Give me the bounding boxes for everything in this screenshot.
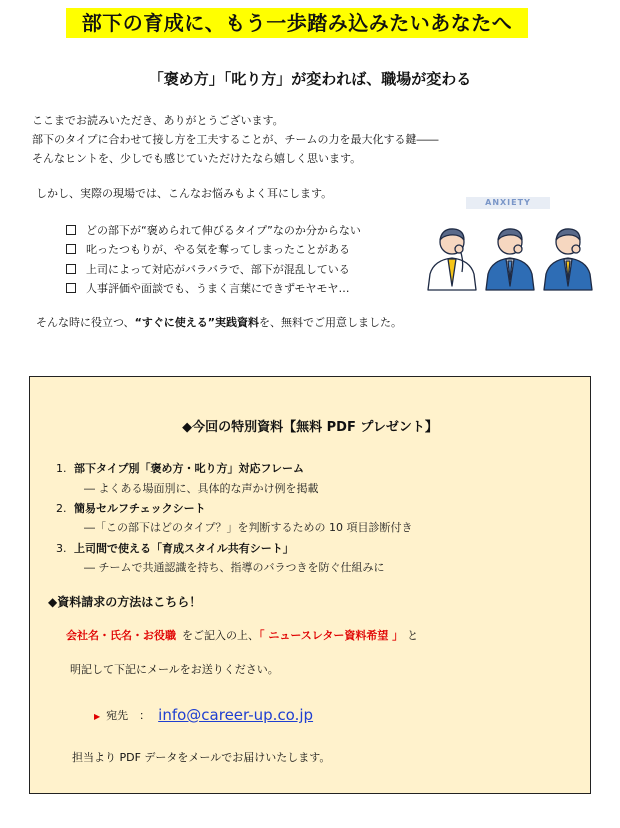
checkbox-icon xyxy=(66,283,76,293)
offer-emphasis: “すぐに使える”実践資料 xyxy=(134,316,260,329)
worry-text: 叱ったつもりが、やる気を奪ってしまったことがある xyxy=(86,243,350,256)
worry-text: どの部下が“褒められて伸びるタイプ”なのか分からない xyxy=(86,224,361,237)
offer-line xyxy=(36,313,402,332)
item-number: 1. xyxy=(56,462,67,475)
triangle-bullet-icon: ▶ xyxy=(94,712,101,721)
worried-businessmen-illustration xyxy=(426,212,598,292)
worry-text: 上司によって対応がバラバラで、部下が混乱している xyxy=(86,263,350,276)
item-description: ― チームで共通認識を持ち、指導のバラつきを防ぐ仕組みに xyxy=(84,561,385,574)
worry-item xyxy=(66,222,361,238)
list-item xyxy=(56,540,294,556)
businessman-figure xyxy=(486,229,534,290)
panel-title: ◆今回の特別資料【無料 PDF プレゼント】 xyxy=(182,420,438,435)
page-headline: 部下の育成に、もう一歩踏み込みたいあなたへ xyxy=(66,8,528,38)
item-title: 簡易セルフチェックシート xyxy=(74,502,206,515)
anxiety-label: ANXIETY xyxy=(466,197,550,209)
required-fields: 会社名・氏名・お役職 xyxy=(66,629,176,642)
item-title: 部下タイプ別「褒め方・叱り方」対応フレーム xyxy=(74,462,305,475)
request-instruction xyxy=(66,627,418,643)
subheadline: 「褒め方」「叱り方」が変われば、職場が変わる xyxy=(148,70,472,88)
request-instruction-2: 明記して下記にメールをお送りください。 xyxy=(70,663,279,676)
intro-line: ここまでお読みいただき、ありがとうございます。 xyxy=(32,114,284,127)
email-subject: 「 ニュースレター資料希望 」 xyxy=(259,629,404,642)
item-number: 3. xyxy=(56,542,67,555)
item-description: ―「この部下はどのタイプ？」を判断するための 10 項目診断付き xyxy=(84,521,413,534)
closing-text: 担当より PDF データをメールでお届けいたします。 xyxy=(72,751,331,764)
destination-label: 宛先 ： xyxy=(106,709,151,722)
worry-item xyxy=(66,261,350,277)
intro-line: そんなヒントを、少しでも感じていただけたなら嬉しく思います。 xyxy=(32,152,362,165)
offer-before: そんな時に役立つ、 xyxy=(36,316,135,329)
checkbox-icon xyxy=(66,264,76,274)
email-link[interactable]: info@career-up.co.jp xyxy=(158,706,314,724)
businessman-figure xyxy=(544,229,592,290)
worry-text: 人事評価や面談でも、うまく言葉にできずモヤモヤ… xyxy=(86,282,350,295)
request-middle: をご記入の上、 xyxy=(182,629,259,642)
checkbox-icon xyxy=(66,225,76,235)
worries-lead: しかし、実際の現場では、こんなお悩みもよく耳にします。 xyxy=(36,187,333,200)
list-item xyxy=(56,460,304,476)
item-description: ― よくある場面別に、具体的な声かけ例を掲載 xyxy=(84,482,319,495)
intro-line: 部下のタイプに合わせて接し方を工夫することが、チームの力を最大化する鍵―― xyxy=(32,133,439,146)
worry-item xyxy=(66,241,350,257)
offer-after: を、無料でご用意しました。 xyxy=(259,316,403,329)
destination xyxy=(94,706,313,724)
request-heading: ◆資料請求の方法はこちら！ xyxy=(48,595,202,609)
item-number: 2. xyxy=(56,502,67,515)
list-item xyxy=(56,500,206,516)
checkbox-icon xyxy=(66,244,76,254)
offer-panel xyxy=(29,376,591,794)
request-end: と xyxy=(407,629,419,642)
businessman-figure xyxy=(428,229,476,290)
worry-item xyxy=(66,280,350,296)
item-title: 上司間で使える「育成スタイル共有シート」 xyxy=(74,542,294,555)
